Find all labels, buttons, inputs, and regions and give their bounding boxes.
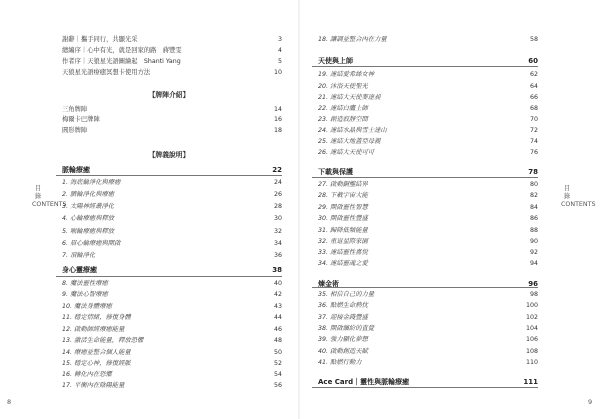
entry-title: 1. 海底輪淨化與療癒 <box>62 179 121 186</box>
entry-page-number: 36 <box>273 252 282 259</box>
entry-page-number: 84 <box>529 204 538 211</box>
toc-entry <box>312 335 538 345</box>
entry-title: 【牌義說明】 <box>148 151 190 159</box>
entry-title: 11. 穩定情緒，修復身體 <box>62 314 131 321</box>
toc-entry <box>56 57 282 67</box>
entry-title: 總編序｜心中有光，就是回家的路 蔣豐雯 <box>62 47 182 54</box>
toc-entry <box>312 214 538 224</box>
entry-page-number: 52 <box>273 360 282 367</box>
toc-entry <box>56 381 282 391</box>
entry-title: 23. 創造寂靜空間 <box>318 116 368 123</box>
entry-title: 25. 連結大地蓋亞母親 <box>318 138 381 145</box>
entry-page-number: 94 <box>529 260 538 267</box>
entry-page-number: 4 <box>277 47 282 54</box>
entry-page-number: 5 <box>277 58 282 65</box>
entry-title: 天使與上師 <box>318 57 353 65</box>
toc-entry <box>56 279 282 289</box>
toc-entry <box>56 359 282 369</box>
entry-page-number: 46 <box>273 326 282 333</box>
toc-entry <box>312 82 538 92</box>
toc-entry <box>312 148 538 158</box>
entry-page-number: 74 <box>529 138 538 145</box>
entry-title: 三角牌陣 <box>62 106 88 113</box>
entry-page-number: 42 <box>273 291 282 298</box>
entry-page-number: 82 <box>529 192 538 199</box>
toc-entry <box>56 202 282 212</box>
entry-title: 8. 魔法靈性療癒 <box>62 280 108 287</box>
entry-title: 7. 頂輪淨化 <box>62 252 96 259</box>
entry-title: 13. 激活生命能量，釋放恐懼 <box>62 337 144 344</box>
entry-title: 37. 迎接金錢豐盛 <box>318 314 368 321</box>
entry-title: 下載與保護 <box>318 168 353 176</box>
section-heading <box>312 377 538 387</box>
entry-title: 6. 眉心輪療癒與開啟 <box>62 240 121 247</box>
entry-title: 35. 相信自己的力量 <box>318 291 375 298</box>
entry-title: 20. 沐浴天使聖光 <box>318 83 368 90</box>
toc-entry <box>312 203 538 213</box>
toc-entry <box>56 190 282 200</box>
entry-page-number: 86 <box>529 215 538 222</box>
entry-page-number: 108 <box>525 348 538 355</box>
entry-title: 34. 連結靈魂之愛 <box>318 260 368 267</box>
entry-title: 身心靈療癒 <box>62 266 97 274</box>
entry-title: 4. 心輪療癒與釋放 <box>62 215 115 222</box>
toc-entry <box>56 336 282 346</box>
toc-entry <box>56 227 282 237</box>
entry-page-number: 58 <box>529 36 538 43</box>
entry-page-number: 60 <box>528 57 538 65</box>
center-gutter <box>298 0 300 419</box>
toc-entry <box>312 347 538 357</box>
entry-page-number: 96 <box>528 280 538 288</box>
entry-page-number: 110 <box>525 359 538 366</box>
toc-entry <box>56 178 282 188</box>
entry-title: 30. 開啟靈性豐盛 <box>318 215 368 222</box>
entry-page-number: 26 <box>273 191 282 198</box>
entry-page-number: 80 <box>529 181 538 188</box>
entry-page-number: 30 <box>273 215 282 222</box>
divider-line <box>56 175 282 176</box>
entry-page-number: 38 <box>272 266 282 274</box>
entry-page-number: 106 <box>525 336 538 343</box>
toc-entry <box>312 226 538 236</box>
side-label-left <box>32 185 67 209</box>
section-heading <box>312 56 538 66</box>
entry-title: 16. 轉化內在恐懼 <box>62 371 112 378</box>
entry-title: 5. 喉輪療癒與釋放 <box>62 228 115 235</box>
entry-page-number: 34 <box>273 240 282 247</box>
entry-page-number: 66 <box>529 94 538 101</box>
section-heading <box>56 265 282 275</box>
entry-page-number: 100 <box>525 302 538 309</box>
toc-entry <box>312 237 538 247</box>
entry-page-number: 88 <box>529 227 538 234</box>
entry-page-number: 56 <box>273 382 282 389</box>
toc-entry <box>312 259 538 269</box>
entry-title: 9. 魔法心智療癒 <box>62 291 108 298</box>
toc-entry <box>56 302 282 312</box>
entry-page-number: 32 <box>273 228 282 235</box>
entry-page-number: 70 <box>529 116 538 123</box>
entry-title: 27. 啟動銅壟結界 <box>318 181 368 188</box>
toc-entry <box>312 301 538 311</box>
toc-entry <box>312 115 538 125</box>
entry-title: 36. 點燃生命熱忱 <box>318 302 368 309</box>
entry-title: 22. 連結白鷹上師 <box>318 105 368 112</box>
toc-entry <box>312 191 538 201</box>
toc-entry <box>56 313 282 323</box>
entry-title: 脈輪療癒 <box>62 166 90 174</box>
entry-page-number: 92 <box>529 249 538 256</box>
toc-entry <box>56 370 282 380</box>
entry-title: 煉金術 <box>318 280 339 288</box>
entry-page-number: 76 <box>529 149 538 156</box>
side-label-text: 目錄 CONTENTS <box>561 185 596 208</box>
entry-page-number: 43 <box>273 303 282 310</box>
entry-title: 32. 重返星際家園 <box>318 238 368 245</box>
entry-title: 15. 穩定心神，修復經脈 <box>62 360 131 367</box>
entry-title: 41. 點燃行動力 <box>318 359 362 366</box>
toc-entry <box>312 324 538 334</box>
toc-entry <box>56 105 282 115</box>
divider-line <box>312 177 538 178</box>
toc-entry <box>56 325 282 335</box>
page-number-right: 9 <box>588 398 593 406</box>
entry-title: 【牌陣介紹】 <box>148 91 190 99</box>
toc-entry <box>56 35 282 45</box>
entry-title: 21. 連結大天使麥達昶 <box>318 94 381 101</box>
side-label-right <box>561 185 596 209</box>
toc-entry <box>56 348 282 358</box>
entry-title: 31. 歸降低頻能量 <box>318 227 368 234</box>
entry-page-number: 44 <box>273 314 282 321</box>
entry-page-number: 14 <box>273 106 282 113</box>
entry-title: 圓形牌陣 <box>62 127 88 134</box>
entry-page-number: 50 <box>273 349 282 356</box>
entry-title: 2. 臍輪淨化與療癒 <box>62 191 115 198</box>
entry-title: 14. 療癒並整合個人能量 <box>62 349 131 356</box>
toc-entry <box>56 46 282 56</box>
toc-entry <box>56 115 282 125</box>
entry-page-number: 28 <box>273 203 282 210</box>
entry-title: 梅爾卡巴牌陣 <box>62 116 100 123</box>
divider-line <box>312 387 538 388</box>
toc-entry <box>56 290 282 300</box>
entry-title: 26. 連結大天使可可 <box>318 149 375 156</box>
entry-title: 12. 啟動師經療癒能量 <box>62 326 125 333</box>
entry-page-number: 64 <box>529 83 538 90</box>
toc-entry <box>56 239 282 249</box>
entry-page-number: 78 <box>528 168 538 176</box>
entry-page-number: 24 <box>273 179 282 186</box>
entry-title: 天狼星光語療癒冥想卡使用方法 <box>62 69 151 76</box>
toc-entry <box>56 214 282 224</box>
entry-title: 29. 開啟靈性智慧 <box>318 204 368 211</box>
entry-page-number: 10 <box>273 69 282 76</box>
page-number-left: 8 <box>7 398 12 406</box>
section-heading <box>312 167 538 177</box>
toc-entry <box>312 126 538 136</box>
toc-entry <box>312 248 538 258</box>
entry-title: 40. 啟動創造天賦 <box>318 348 368 355</box>
entry-page-number: 22 <box>272 166 282 174</box>
toc-entry <box>312 93 538 103</box>
toc-entry <box>312 290 538 300</box>
entry-title: 38. 開啟繽紛的直覺 <box>318 325 375 332</box>
entry-title: 10. 魔法身體療癒 <box>62 303 112 310</box>
entry-page-number: 111 <box>523 378 538 386</box>
entry-title: 17. 平衡內在陰陽能量 <box>62 382 125 389</box>
toc-entry <box>312 313 538 323</box>
side-label-text: 目錄 CONTENTS <box>32 185 67 208</box>
part-heading <box>56 150 282 160</box>
toc-entry <box>312 180 538 190</box>
entry-title: 28. 下載宇宙大能 <box>318 192 368 199</box>
entry-title: Ace Card｜靈性與脈輪療癒 <box>318 378 410 386</box>
part-heading <box>56 90 282 100</box>
entry-page-number: 104 <box>525 325 538 332</box>
section-heading <box>56 165 282 175</box>
entry-page-number: 90 <box>529 238 538 245</box>
divider-line <box>312 66 538 67</box>
entry-page-number: 102 <box>525 314 538 321</box>
divider-line <box>56 276 282 277</box>
toc-entry <box>312 137 538 147</box>
toc-entry <box>56 68 282 78</box>
divider-line <box>312 287 538 288</box>
toc-entry <box>312 70 538 80</box>
toc-entry <box>312 35 538 45</box>
toc-entry <box>312 104 538 114</box>
entry-title: 18. 讓調並整合內在力量 <box>318 36 387 43</box>
entry-page-number: 98 <box>529 291 538 298</box>
entry-title: 33. 連結靈性喜悅 <box>318 249 368 256</box>
entry-page-number: 40 <box>273 280 282 287</box>
entry-page-number: 18 <box>273 127 282 134</box>
toc-entry <box>56 251 282 261</box>
entry-title: 19. 連結愛希絲女神 <box>318 71 375 78</box>
entry-title: 24. 連結水晶與雪士達山 <box>318 127 387 134</box>
entry-page-number: 3 <box>277 36 282 43</box>
toc-entry <box>312 358 538 368</box>
entry-page-number: 72 <box>529 127 538 134</box>
toc-entry <box>56 126 282 136</box>
entry-page-number: 16 <box>273 116 282 123</box>
entry-title: 39. 強力顯化夢想 <box>318 336 368 343</box>
entry-page-number: 68 <box>529 105 538 112</box>
entry-title: 3. 太陽神經叢淨化 <box>62 203 115 210</box>
entry-title: 謝辭｜攜手同行，共顯光采 <box>62 36 138 43</box>
entry-page-number: 48 <box>273 337 282 344</box>
entry-page-number: 54 <box>273 371 282 378</box>
entry-title: 作者序｜天狼星光語圖繪起 Shanti Yang <box>62 58 181 65</box>
entry-page-number: 62 <box>529 71 538 78</box>
